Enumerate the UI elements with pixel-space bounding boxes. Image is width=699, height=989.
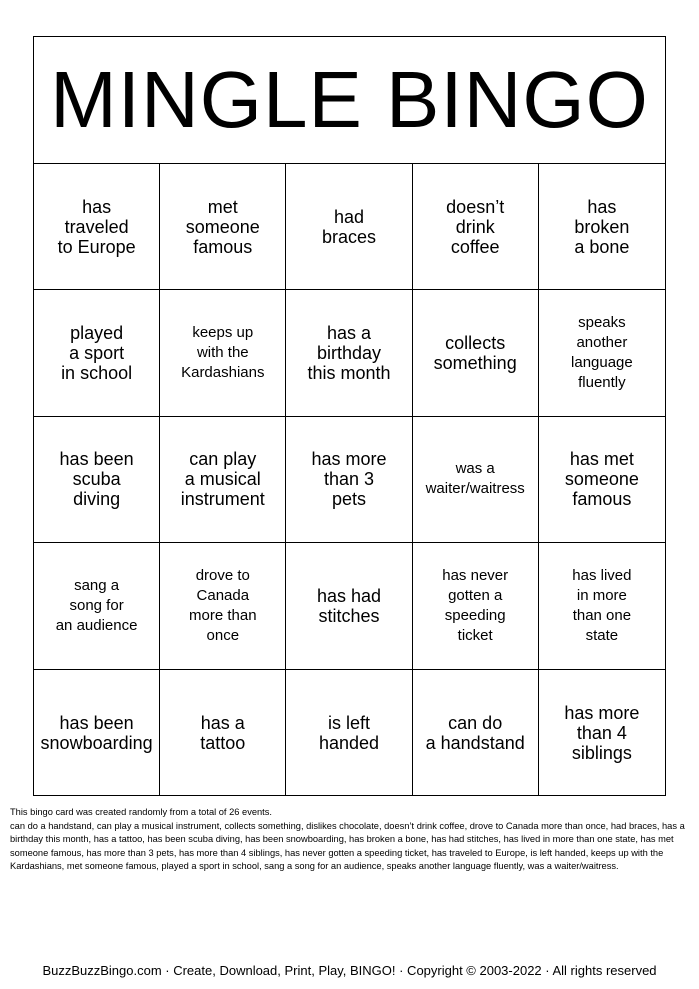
bingo-cell: collects something <box>413 290 539 416</box>
bingo-cell: has more than 3 pets <box>286 417 412 543</box>
bingo-cell: had braces <box>286 164 412 290</box>
bingo-cell: has been scuba diving <box>34 417 160 543</box>
bingo-cell: sang a song for an audience <box>34 543 160 669</box>
footer-credit: BuzzBuzzBingo.com · Create, Download, Print, Play, BINGO! · Copyright © 2003-2022 · All rights reserved <box>42 963 657 978</box>
bingo-cell: met someone famous <box>160 164 286 290</box>
bingo-cell: speaks another language fluently <box>539 290 665 416</box>
bingo-cell: can play a musical instrument <box>160 417 286 543</box>
card-info <box>10 806 690 874</box>
bingo-cell: has more than 4 siblings <box>564 702 640 763</box>
bingo-cell: has had stitches <box>286 543 412 669</box>
bingo-grid <box>34 164 665 796</box>
bingo-cell: played a sport in school <box>34 290 160 416</box>
card-title: MINGLE BINGO <box>34 37 665 164</box>
bingo-cell: was a waiter/waitress <box>413 417 539 543</box>
bingo-cell: has broken a bone <box>539 164 665 290</box>
bingo-cell: doesn’t drink coffee <box>413 164 539 290</box>
bingo-cell: drove to Canada more than once <box>160 543 286 669</box>
bingo-cell: has met someone famous <box>539 417 665 543</box>
bingo-cell: has a tattoo <box>160 670 286 796</box>
bingo-cell: has never gotten a speeding ticket <box>413 543 539 669</box>
bingo-cell: has traveled to Europe <box>34 164 160 290</box>
info-summary: This bingo card was created randomly from a total of 26 events. <box>10 807 272 817</box>
bingo-cell: keeps up with the Kardashians <box>160 290 286 416</box>
bingo-cell: has lived in more than one state <box>539 543 665 669</box>
bingo-card <box>33 36 666 796</box>
bingo-cell: is left handed <box>286 670 412 796</box>
bingo-cell: can do a handstand <box>413 670 539 796</box>
info-events: can do a handstand, can play a musical instrument, collects something, dislikes chocolate, doesn’t drink coffee, drove to Canada more than once, had braces, has a birthday this month, has a tattoo, has been scuba diving, has been snowboarding, has broken a bone, has had stitches, has lived in more than one state, has met someone famous, has more than 3 pets, has more than 4 siblings, has never gotten a speeding ticket, has traveled to Europe, is left handed, keeps up with the Kardashians, met someone famous, played a sport in school, sang a song for an audience, speaks another language fluently, was a waiter/waitress. <box>10 820 685 872</box>
bingo-cell: has been snowboarding <box>34 670 160 796</box>
bingo-cell: has a birthday this month <box>286 290 412 416</box>
